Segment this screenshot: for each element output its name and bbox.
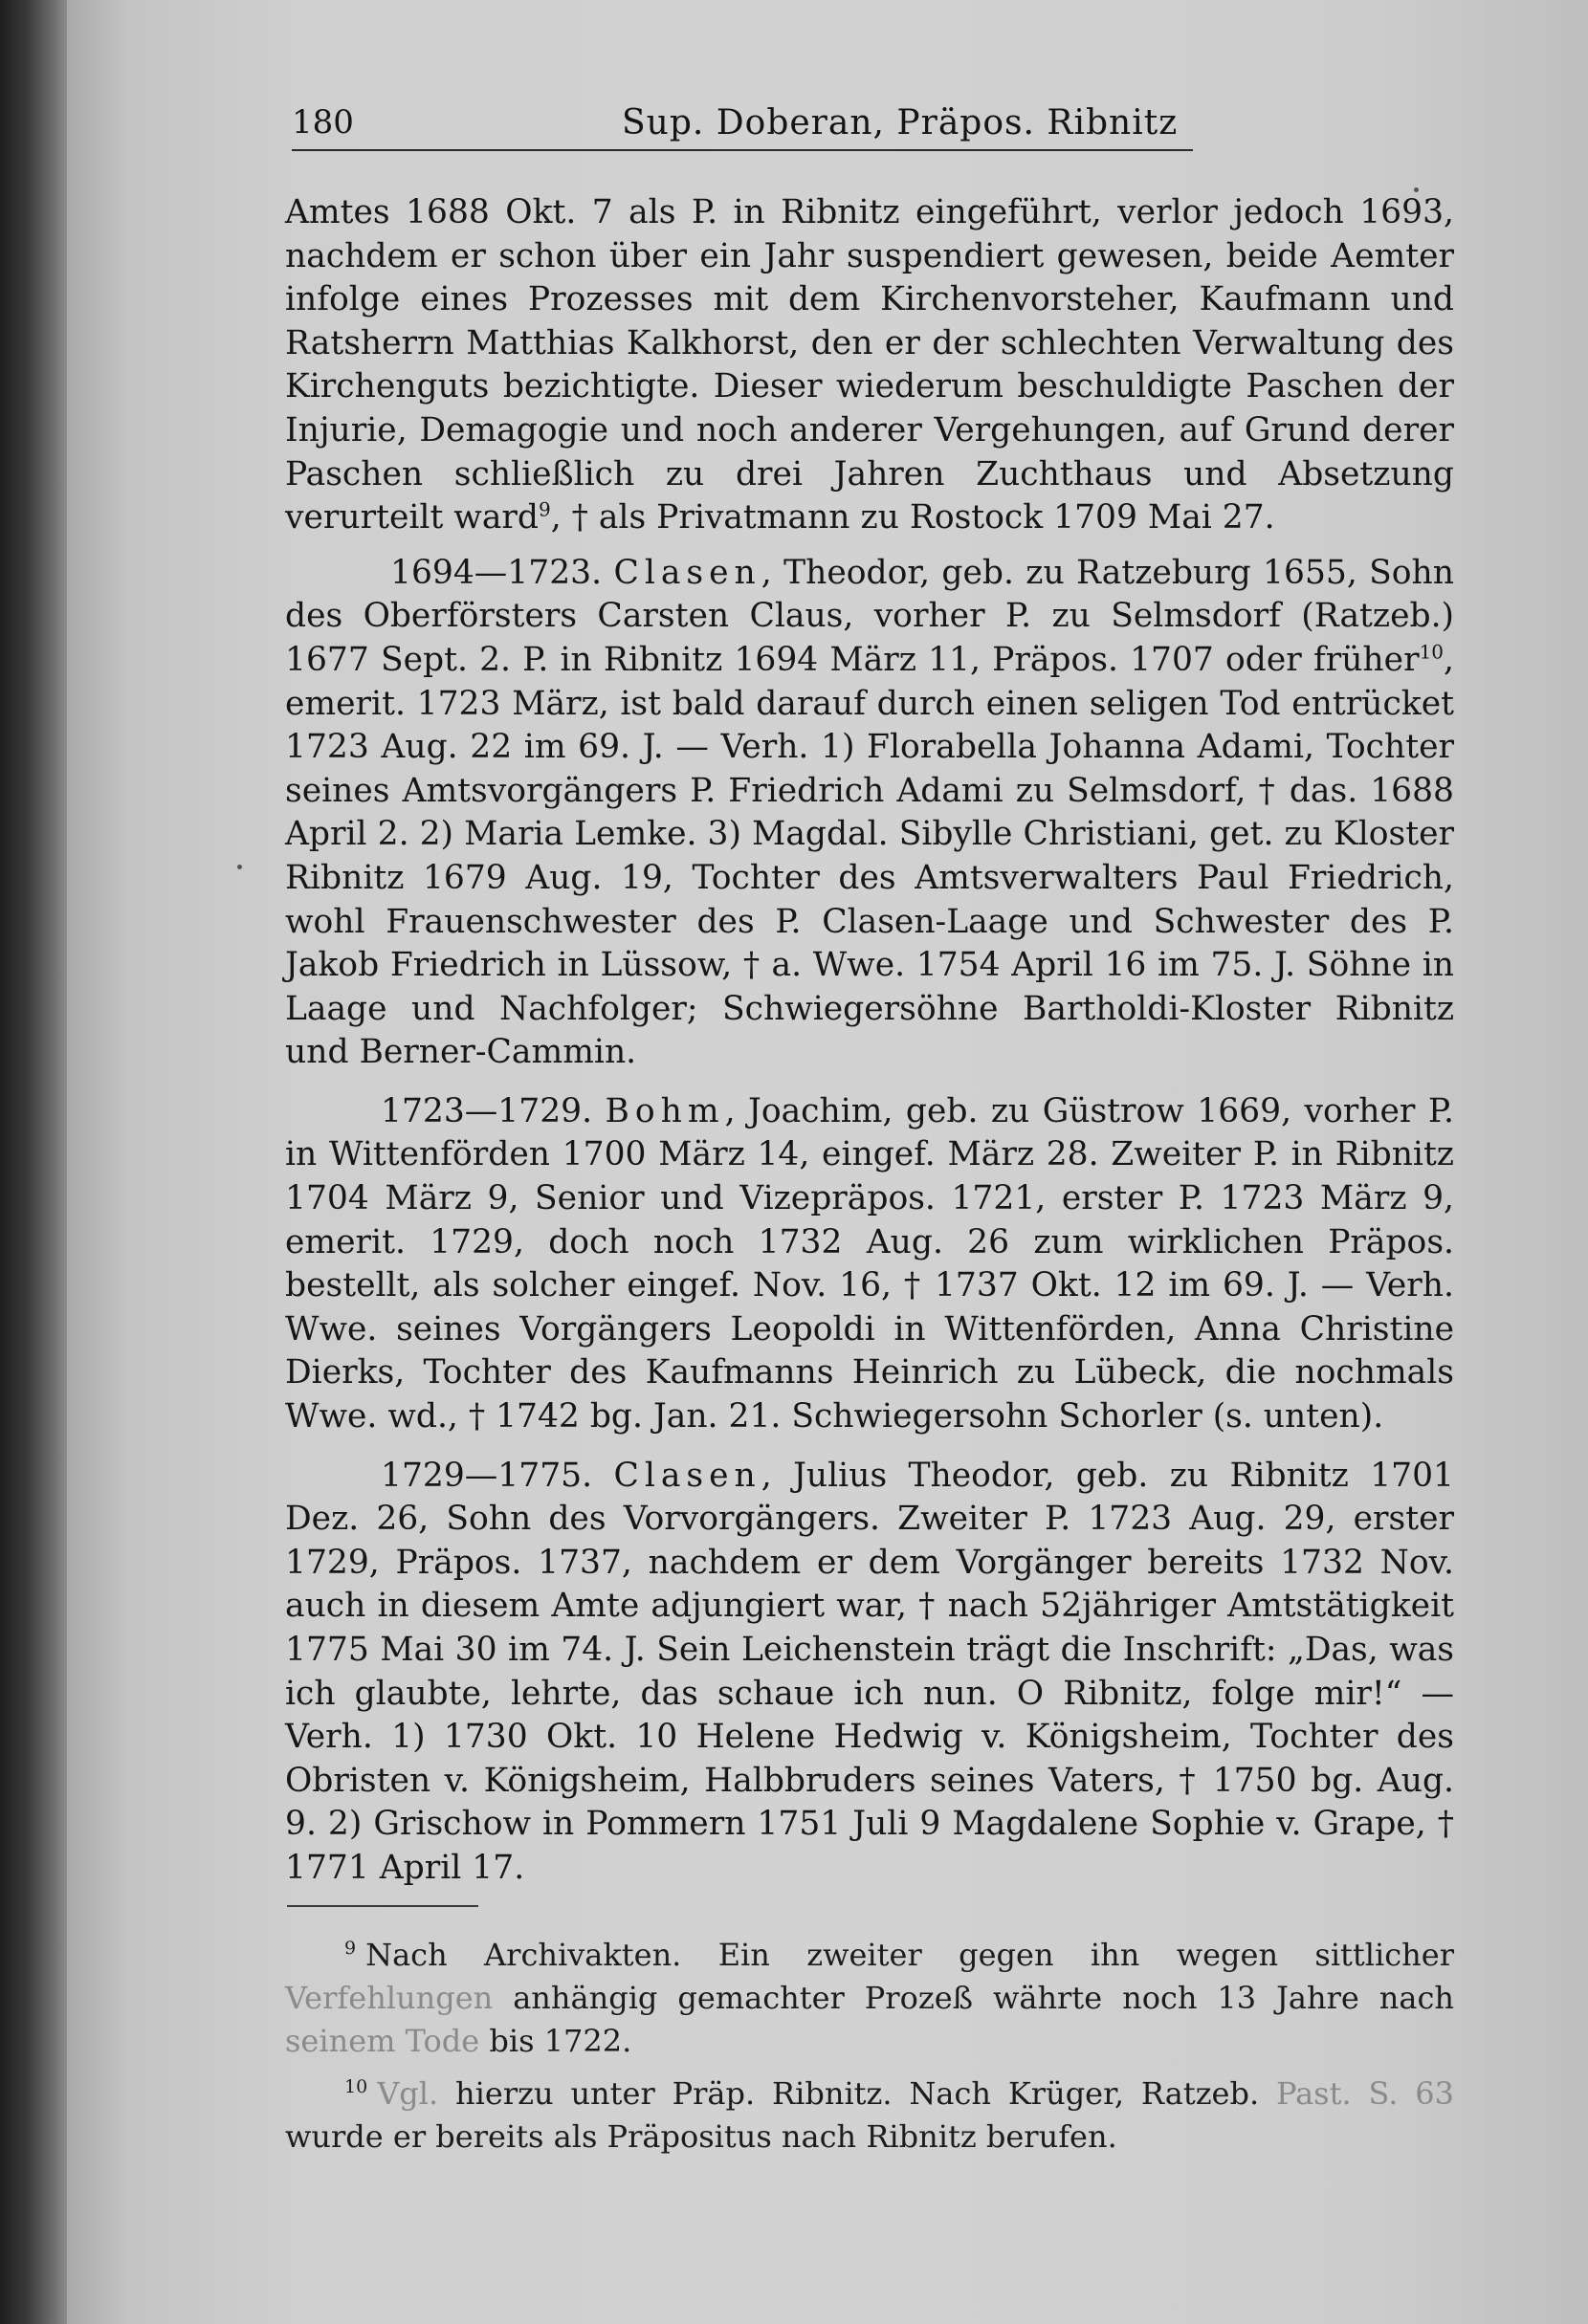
entry-years: 1723—1729.	[381, 1091, 593, 1130]
footnote-ref-10: 10	[1419, 640, 1445, 664]
footnotes	[285, 1934, 1454, 2159]
entry-years: 1729—1775.	[381, 1456, 593, 1495]
footnote-faded-text: Verfehlungen	[285, 1980, 494, 2016]
entry-clasen-julius-theodor	[285, 1455, 1454, 1891]
paper-speck	[1414, 187, 1419, 192]
footnote-9	[285, 1934, 1454, 2063]
entry-text: , Julius Theodor, geb. zu Ribnitz 1701 Dez. 26, Sohn des Vorvorgängers. Zweiter P. 1723 Aug. 29, erster 1729, Präpos. 1737, nachdem er dem Vorgänger bereits 1732 Nov. auch in diesem Amte adjungiert war, † nach 52jähriger Amtstätigkeit 1775 Mai 30 im 74. J. Sein Leichenstein trägt die Inschrift: „Das, was ich glaubte, lehrte, das schaue ich nun. O Ribnitz, folge mir!“ — Verh. 1) 1730 Okt. 10 Helene Hedwig v. Königsheim, Tochter des Obristen v. Königsheim, Halbbruders seines Vaters, † 1750 bg. Aug. 9. 2) Grischow in Pommern 1751 Juli 9 Magdalene Sophie v. Grape, † 1771 April 17.	[285, 1456, 1454, 1887]
page-header	[292, 99, 1193, 151]
entry-name: Clasen	[613, 1456, 761, 1495]
page-number: 180	[292, 103, 354, 142]
footnote-mark: 10	[344, 2076, 368, 2098]
running-head: Sup. Doberan, Präpos. Ribnitz	[622, 103, 1179, 143]
paper-speck	[237, 865, 242, 869]
entry-name: Bohm	[605, 1091, 725, 1130]
entry-name: Clasen	[613, 553, 761, 592]
footnote-rule	[287, 1905, 478, 1907]
entry-text: , Theodor, geb. zu Ratzeburg 1655, Sohn des Oberförsters Carsten Claus, vorher P. zu Selmsdorf (Ratzeb.) 1677 Sept. 2. P. in Ribnitz 1694 März 11, Präpos. 1707 oder früher	[285, 553, 1455, 679]
entry-years: 1694—1723.	[390, 553, 603, 592]
footnote-text: bis 1722.	[479, 2023, 632, 2059]
entry-bohm-joachim	[285, 1090, 1454, 1439]
footnote-text: Nach Archivakten. Ein zweiter gegen ihn wegen sittlicher	[365, 1937, 1454, 1973]
continuation-text: Amtes 1688 Okt. 7 als P. in Ribnitz eingeführt, verlor jedoch 1693, nachdem er schon über ein Jahr suspendiert gewesen, beide Aemter infolge eines Prozesses mit dem Kirchenvorsteher, Kaufmann und Ratsherrn Matthias Kalkhorst, den er der schlechten Verwaltung des Kirchenguts bezichtigte. Dieser wiederum beschuldigte Paschen der Injurie, Demagogie und noch anderer Vergehungen, auf Grund derer Paschen schließlich zu drei Jahren Zuchthaus und Absetzung verurteilt ward	[285, 193, 1454, 537]
footnote-ref-9: 9	[538, 497, 551, 521]
main-text	[285, 191, 1454, 1891]
entry-clasen-theodor	[285, 552, 1454, 1075]
footnote-text: anhängig gemachter Prozeß währte noch 13 Jahre nach	[493, 1980, 1454, 2016]
footnote-10	[285, 2072, 1454, 2159]
footnote-text: wurde er bereits als Präpositus nach Ribnitz berufen.	[285, 2118, 1117, 2155]
footnote-faded-text: seinem Tode	[285, 2023, 480, 2059]
footnote-text: hierzu unter Präp. Ribnitz. Nach Krüger, Ratzeb.	[438, 2075, 1260, 2112]
footnote-faded-text: Vgl.	[377, 2075, 439, 2112]
book-spine-shadow	[0, 0, 67, 2324]
footnote-mark: 9	[344, 1938, 357, 1960]
footnote-faded-text: Past. S. 63	[1259, 2075, 1455, 2112]
entry-text-continued: , emerit. 1723 März, ist bald darauf durch einen seligen Tod entrücket 1723 Aug. 22 im 69. J. — Verh. 1) Florabella Johanna Adami, Tochter seines Amtsvorgängers P. Friedrich Adami zu Selmsdorf, † das. 1688 April 2. 2) Maria Lemke. 3) Magdal. Sibylle Christiani, get. zu Kloster Ribnitz 1679 Aug. 19, Tochter des Amtsverwalters Paul Friedrich, wohl Frauenschwester des P. Clasen-Laage und Schwester des P. Jakob Friedrich in Lüssow, † a. Wwe. 1754 April 16 im 75. J. Söhne in Laage und Nachfolger; Schwiegersöhne Bartholdi-Kloster Ribnitz und Berner-Cammin.	[285, 640, 1454, 1072]
continuation-paragraph	[285, 191, 1454, 540]
continuation-end: , † als Privatmann zu Rostock 1709 Mai 27.	[550, 498, 1275, 537]
entry-text: , Joachim, geb. zu Güstrow 1669, vorher P. in Wittenförden 1700 März 14, eingef. März 28. Zweiter P. in Ribnitz 1704 März 9, Senior und Vizepräpos. 1721, erster P. 1723 März 9, emerit. 1729, doch noch 1732 Aug. 26 zum wirklichen Präpos. bestellt, als solcher eingef. Nov. 16, † 1737 Okt. 12 im 69. J. — Verh. Wwe. seines Vorgängers Leopoldi in Wittenförden, Anna Christine Dierks, Tochter des Kaufmanns Heinrich zu Lübeck, die nochmals Wwe. wd., † 1742 bg. Jan. 21. Schwiegersohn Schorler (s. unten).	[285, 1091, 1455, 1436]
